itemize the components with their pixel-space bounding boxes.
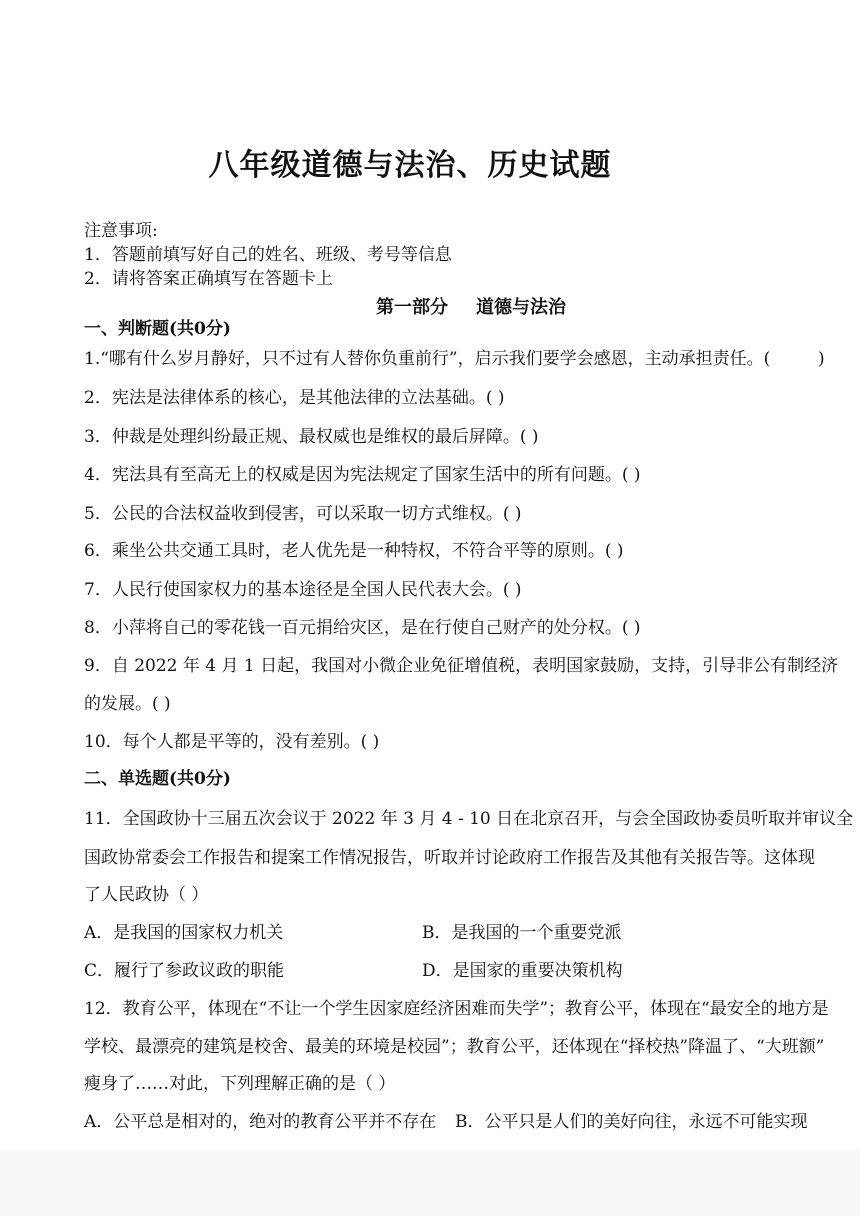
question-11-line: 了人民政协（ ） — [84, 885, 209, 905]
section-heading-single: 二、单选题(共0分) — [84, 769, 231, 789]
question-9: 9．自 2022 年 4 月 1 日起，我国对小微企业免征增值税，表明国家鼓励，支持，引导非公有制经济 — [84, 656, 839, 676]
question-9-continued: 的发展。( ) — [84, 694, 171, 714]
question-2: 2．宪法是法律体系的核心，是其他法律的立法基础。( ) — [84, 388, 505, 408]
question-12-option-a: A．公平总是相对的，绝对的教育公平并不存在 — [84, 1112, 437, 1132]
part-heading — [376, 293, 566, 319]
question-1-close-paren: ) — [818, 349, 825, 369]
notice-heading: 注意事项: — [84, 221, 158, 241]
question-11-line: 国政协常委会工作报告和提案工作情况报告，听取并讨论政府工作报告及其他有关报告等。这体现 — [84, 848, 815, 868]
notice-item: 2．请将答案正确填写在答题卡上 — [84, 269, 333, 289]
question-12-line: 12．教育公平，体现在“不让一个学生因家庭经济困难而失学”；教育公平，体现在“最安全的地方是 — [84, 999, 829, 1019]
section-heading-judge: 一、判断题(共0分) — [84, 319, 231, 339]
question-11-option-d: D．是国家的重要决策机构 — [422, 961, 623, 981]
part-subject: 道德与法治 — [476, 297, 566, 318]
question-7: 7．人民行使国家权力的基本途径是全国人民代表大会。( ) — [84, 580, 522, 600]
question-12-option-b: B．公平只是人们的美好向往，永远不可能实现 — [455, 1112, 808, 1132]
page-bottom-strip — [0, 1150, 860, 1216]
question-6: 6．乘坐公共交通工具时，老人优先是一种特权，不符合平等的原则。( ) — [84, 541, 624, 561]
question-11-line: 11．全国政协十三届五次会议于 2022 年 3 月 4 - 10 日在北京召开，与会全国政协委员听取并审议全 — [84, 809, 854, 829]
part-label: 第一部分 — [376, 297, 448, 318]
question-11-option-b: B．是我国的一个重要党派 — [422, 923, 622, 943]
page-title: 八年级道德与法治、历史试题 — [208, 148, 612, 183]
question-11-option-c: C．履行了参政议政的职能 — [84, 961, 285, 981]
question-11-option-a: A．是我国的国家权力机关 — [84, 923, 284, 943]
question-10: 10．每个人都是平等的，没有差别。( ) — [84, 732, 380, 752]
question-12-line: 学校、最漂亮的建筑是校舍、最美的环境是校园”；教育公平，还体现在“择校热”降温了、“大班额” — [84, 1037, 825, 1057]
question-4: 4．宪法具有至高无上的权威是因为宪法规定了国家生活中的所有问题。( ) — [84, 465, 641, 485]
question-12-line: 瘦身了……对此，下列理解正确的是（ ） — [84, 1074, 396, 1094]
question-5: 5．公民的合法权益收到侵害，可以采取一切方式维权。( ) — [84, 504, 522, 524]
question-3: 3．仲裁是处理纠纷最正规、最权威也是维权的最后屏障。( ) — [84, 427, 539, 447]
question-1: 1.“哪有什么岁月静好，只不过有人替你负重前行”，启示我们要学会感恩，主动承担责任。( — [84, 349, 771, 369]
notice-item: 1．答题前填写好自己的姓名、班级、考号等信息 — [84, 245, 452, 265]
question-8: 8．小萍将自己的零花钱一百元捐给灾区，是在行使自己财产的处分权。( ) — [84, 618, 641, 638]
